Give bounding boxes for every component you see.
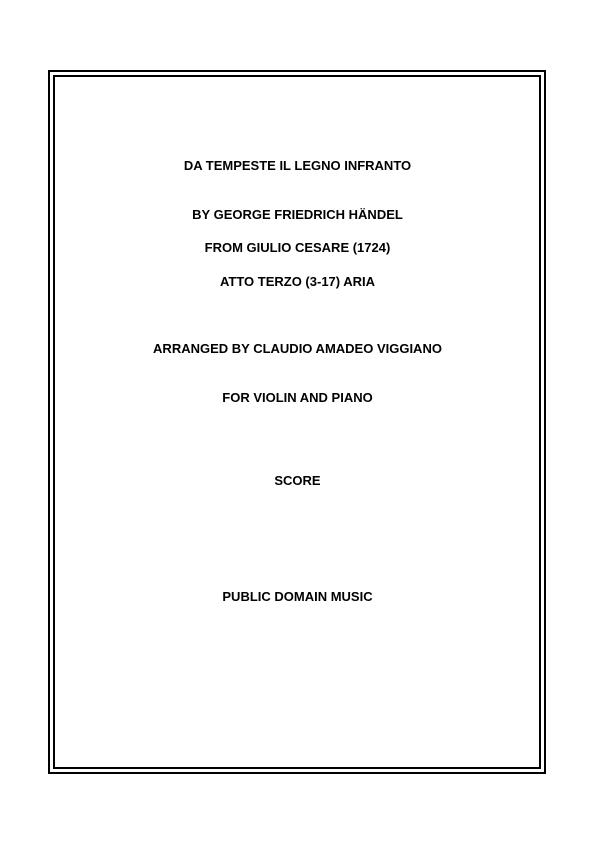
license-notice: PUBLIC DOMAIN MUSIC (222, 589, 373, 604)
source-opera: FROM GIULIO CESARE (1724) (204, 240, 391, 255)
instrumentation: FOR VIOLIN AND PIANO (222, 390, 373, 405)
arranger-credit: ARRANGED BY CLAUDIO AMADEO VIGGIANO (153, 341, 442, 356)
score-title: DA TEMPESTE IL LEGNO INFRANTO (183, 158, 412, 173)
edition-type: SCORE (274, 473, 321, 488)
page-border-inner (53, 75, 541, 769)
act-aria-info: ATTO TERZO (3-17) ARIA (219, 274, 376, 289)
composer-credit: BY GEORGE FRIEDRICH HÄNDEL (192, 207, 403, 222)
